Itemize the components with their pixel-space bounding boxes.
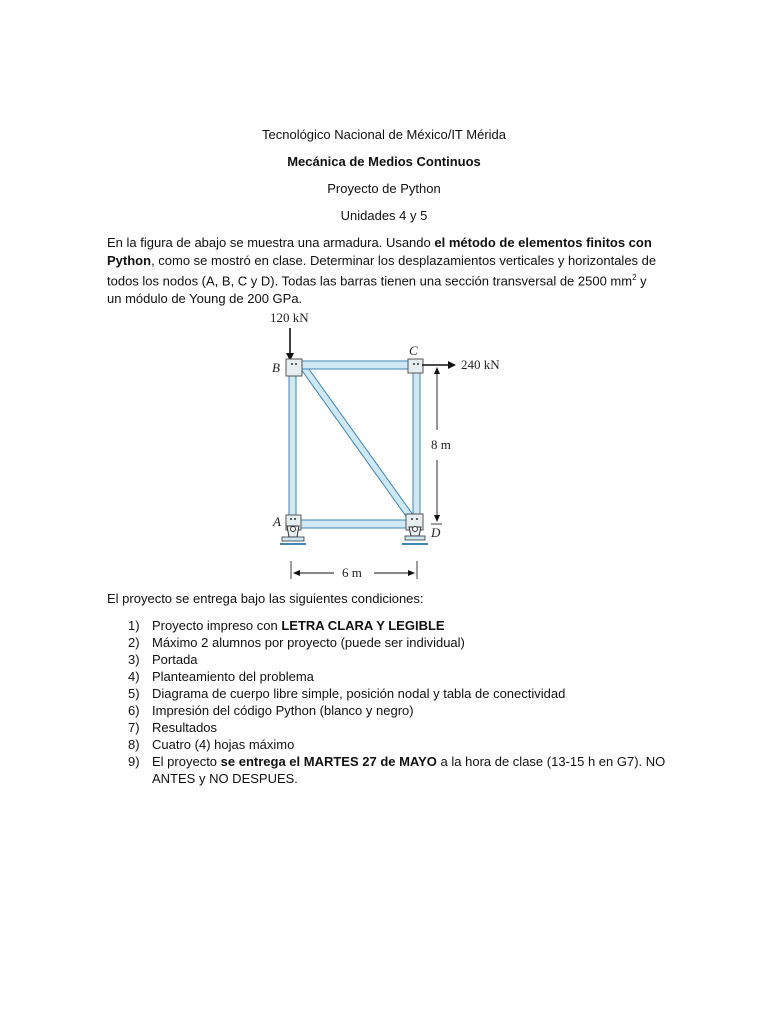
list-item	[107, 651, 667, 668]
list-item-number: 8)	[128, 737, 140, 752]
pin-support-a	[280, 526, 306, 544]
list-item-text: Planteamiento del problema	[152, 669, 314, 684]
width-dimension-label: 6 m	[342, 565, 362, 580]
list-item-bold: se entrega el MARTES 27 de MAYO	[220, 754, 437, 769]
intro-superscript: 2	[632, 273, 637, 282]
list-item-text: Diagrama de cuerpo libre simple, posición nodal y tabla de conectividad	[152, 686, 566, 701]
list-item-text: Impresión del código Python (blanco y negro)	[152, 703, 414, 718]
list-item-number: 1)	[128, 618, 140, 633]
list-item-number: 5)	[128, 686, 140, 701]
list-item	[107, 668, 667, 685]
load-horizontal-label: 240 kN	[461, 357, 500, 372]
truss-figure	[256, 306, 512, 586]
list-item-rest: a la hora de clase (13-15 h en G7). NO ANTES y NO DESPUES.	[152, 754, 666, 786]
list-item-text: Máximo 2 alumnos por proyecto (puede ser individual)	[152, 635, 465, 650]
list-item-text: El proyecto	[152, 754, 221, 769]
intro-paragraph	[107, 234, 662, 307]
list-item	[107, 719, 667, 736]
list-item	[107, 634, 667, 651]
node-label-b: B	[272, 360, 280, 375]
member-ab	[289, 366, 296, 526]
list-item-number: 4)	[128, 669, 140, 684]
intro-text-3: y un módulo de Young de 200 GPa.	[107, 273, 647, 306]
conditions-list	[107, 617, 667, 787]
member-bc	[296, 361, 413, 369]
member-diagonal-bd	[298, 365, 416, 519]
intro-bold-method: el método de elementos finitos con Python	[107, 235, 652, 268]
member-cd	[413, 366, 420, 526]
node-label-a: A	[273, 514, 281, 529]
member-ad	[296, 520, 413, 528]
course-title: Mecánica de Medios Continuos	[287, 154, 481, 169]
list-item-text: Proyecto impreso con	[152, 618, 282, 633]
intro-text-1: En la figura de abajo se muestra una armadura. Usando	[107, 235, 435, 250]
list-item-number: 6)	[128, 703, 140, 718]
height-dimension-label: 8 m	[431, 437, 451, 452]
units-subtitle: Unidades 4 y 5	[340, 208, 428, 223]
intro-text-2: , como se mostró en clase. Determinar los desplazamientos verticales y horizontales de todos los nodos (A, B, C y D). Todas las barras tienen una sección transversal de 2500 mm	[107, 252, 657, 289]
institution-heading: Tecnológico Nacional de México/IT Mérida	[262, 127, 506, 142]
gusset-b	[286, 359, 302, 376]
list-item-bold: LETRA CLARA Y LEGIBLE	[281, 618, 445, 633]
list-item	[107, 702, 667, 719]
node-label-d: D	[431, 525, 441, 540]
load-vertical-label: 120 kN	[270, 310, 309, 325]
list-item	[107, 753, 667, 787]
list-item-text: Portada	[152, 652, 198, 667]
node-label-c: C	[409, 343, 418, 358]
list-item-text: Resultados	[152, 720, 218, 735]
gusset-c	[408, 359, 423, 373]
list-item	[107, 685, 667, 702]
project-subtitle: Proyecto de Python	[327, 181, 441, 196]
list-item-text: Cuatro (4) hojas máximo	[152, 737, 295, 752]
list-item	[107, 617, 667, 634]
list-item-number: 3)	[128, 652, 140, 667]
conditions-intro: El proyecto se entrega bajo las siguientes condiciones:	[107, 591, 424, 606]
list-item-number: 2)	[128, 635, 140, 650]
list-item-number: 9)	[128, 754, 140, 769]
list-item-number: 7)	[128, 720, 140, 735]
list-item	[107, 736, 667, 753]
